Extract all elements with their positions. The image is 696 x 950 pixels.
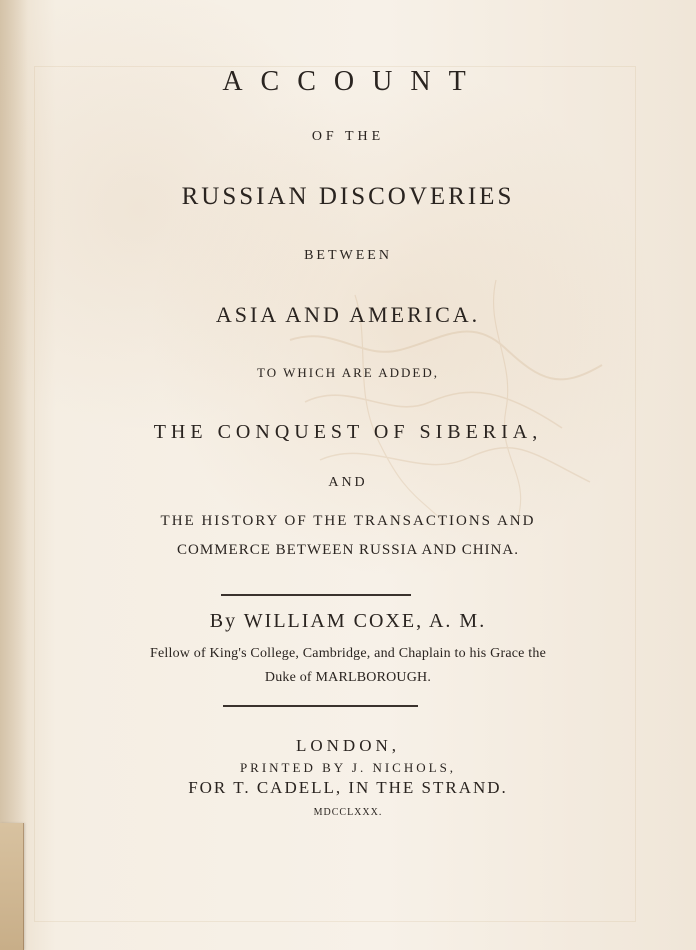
subtitle-history-line-1: THE HISTORY OF THE TRANSACTIONS AND: [160, 513, 536, 529]
title-between: BETWEEN: [304, 248, 392, 263]
author-byline: By WILLIAM COXE, A. M.: [209, 610, 487, 632]
imprint-publisher: FOR T. CADELL, IN THE STRAND.: [188, 778, 508, 797]
title-russian-discoveries: RUSSIAN DISCOVERIES: [181, 183, 515, 210]
imprint-city: LONDON,: [295, 736, 401, 755]
author-description-line-2: Duke of MARLBOROUGH.: [264, 670, 432, 685]
subtitle-history-line-2: COMMERCE BETWEEN RUSSIA AND CHINA.: [177, 542, 519, 558]
title-asia-america: ASIA AND AMERICA.: [215, 302, 481, 327]
imprint-printer: PRINTED BY J. NICHOLS,: [239, 760, 457, 775]
subtitle-and: AND: [328, 475, 368, 490]
lower-ornamental-rule: [223, 705, 418, 707]
subtitle-conquest: THE CONQUEST OF SIBERIA,: [153, 421, 543, 443]
author-description-line-1: Fellow of King's College, Cambridge, and Chaplain to his Grace the: [150, 646, 546, 661]
upper-ornamental-rule: [221, 594, 411, 596]
title-account: ACCOUNT: [222, 66, 484, 97]
title-of-the: OF THE: [311, 129, 385, 144]
imprint-year: MDCCLXXX.: [313, 807, 383, 818]
subtitle-added: TO WHICH ARE ADDED,: [257, 365, 439, 380]
